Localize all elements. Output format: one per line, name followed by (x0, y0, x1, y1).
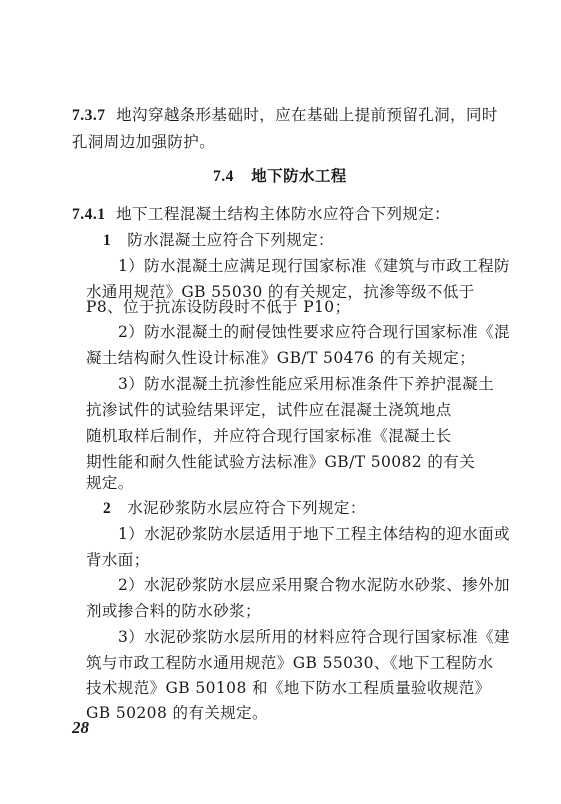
section-number: 7.4 (213, 168, 234, 185)
item-1-sub-3-line-2: 抗渗试件的试验结果评定，试件应在混凝土浇筑地点 (86, 401, 452, 419)
clause-7-3-7-line-1 (72, 104, 498, 127)
item-2-sub-3-line-1: 3）水泥砂浆防水层所用的材料应符合现行国家标准《建 (118, 628, 510, 646)
clause-7-4-1 (72, 203, 450, 226)
item-1-sub-3-line-4: 期性能和耐久性能试验方法标准》GB/T 50082 的有关 (86, 453, 476, 471)
item-2-sub-3-line-4: GB 50208 的有关规定。 (86, 704, 268, 722)
section-title: 地下防水工程 (251, 166, 347, 185)
item-1-sub-2-line-1: 2）防水混凝土的耐侵蚀性要求应符合现行国家标准《混 (118, 323, 510, 341)
item-number: 2 (103, 500, 112, 517)
item-1-sub-3-line-1: 3）防水混凝土抗渗性能应采用标准条件下养护混凝土 (118, 375, 494, 393)
item-2-sub-3-line-3: 技术规范》GB 50108 和《地下防水工程质量验收规范》 (86, 679, 491, 697)
item-2-sub-3-line-2: 筑与市政工程防水通用规范》GB 55030、《地下工程防水 (86, 654, 494, 672)
item-2 (103, 497, 366, 520)
clause-text: 地下工程混凝土结构主体防水应符合下列规定： (116, 205, 451, 223)
item-1-sub-1-line-1: 1）防水混凝土应满足现行国家标准《建筑与市政工程防 (118, 257, 510, 275)
item-2-sub-1-line-2: 背水面； (86, 551, 150, 569)
item-1-sub-1-line-3: P8、位于抗冻设防段时不低于 P10； (86, 298, 351, 316)
item-1-sub-2-line-2: 凝土结构耐久性设计标准》GB/T 50476 的有关规定； (86, 349, 476, 367)
section-heading (213, 165, 347, 188)
item-2-sub-1-line-1: 1）水泥砂浆防水层适用于地下工程主体结构的迎水面或 (118, 525, 510, 543)
item-1-sub-1-line-2: 水通用规范》GB 55030 的有关规定，抗渗等级不低于 (86, 283, 475, 301)
page-number: 28 (72, 718, 89, 737)
item-text: 水泥砂浆防水层应符合下列规定： (127, 499, 366, 517)
item-1 (103, 229, 334, 252)
clause-7-3-7-line-2: 孔洞周边加强防护。 (72, 133, 216, 151)
item-2-sub-2-line-1: 2）水泥砂浆防水层应采用聚合物水泥防水砂浆、掺外加 (118, 576, 510, 594)
item-number: 1 (103, 232, 112, 249)
item-1-sub-3-line-3: 随机取样后制作，并应符合现行国家标准《混凝土长 (86, 427, 452, 445)
clause-number: 7.4.1 (72, 206, 106, 223)
clause-text: 地沟穿越条形基础时，应在基础上提前预留孔洞，同时 (116, 106, 498, 124)
item-text: 防水混凝土应符合下列规定： (127, 231, 334, 249)
item-1-sub-3-line-5: 规定。 (86, 474, 134, 492)
clause-number: 7.3.7 (72, 107, 106, 124)
item-2-sub-2-line-2: 剂或掺合料的防水砂浆； (86, 602, 261, 620)
